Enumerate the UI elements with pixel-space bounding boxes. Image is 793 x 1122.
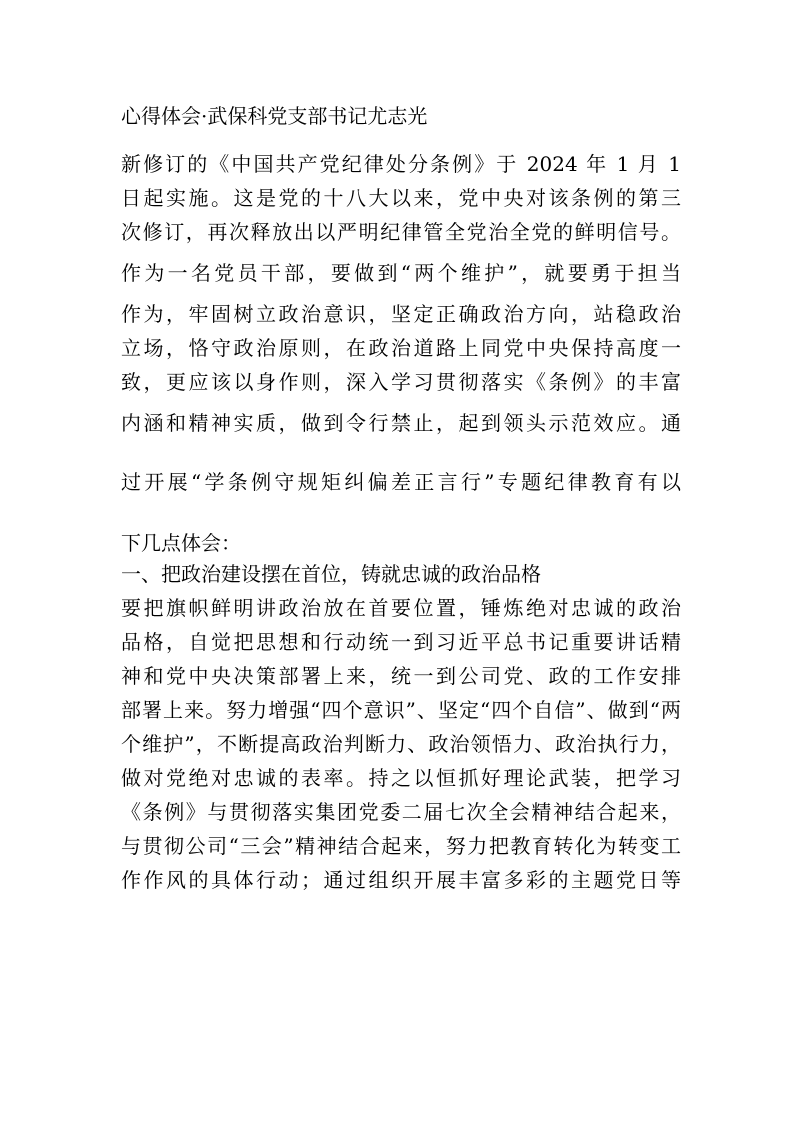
paragraph-line: 作作风的具体行动；通过组织开展丰富多彩的主题党日等	[121, 868, 681, 892]
paragraph-line: 次修订，再次释放出以严明纪律管全党治全党的鲜明信号。	[121, 220, 681, 244]
paragraph-line: 下几点体会：	[121, 531, 241, 555]
paragraph-line: 部署上来。努力增强“四个意识”、坚定“四个自信”、做到“两	[121, 698, 681, 722]
paragraph-line: 致，更应该以身作则，深入学习贯彻落实《条例》的丰富	[121, 370, 681, 394]
paragraph-line: 神和党中央决策部署上来，统一到公司党、政的工作安排	[121, 664, 681, 688]
paragraph-line: 立场，恪守政治原则，在政治道路上同党中央保持高度一	[121, 336, 681, 360]
paragraph-line: 过开展“学条例守规矩纠偏差正言行”专题纪律教育有以	[121, 470, 681, 494]
document-title: 心得体会·武保科党支部书记尤志光	[121, 104, 428, 128]
paragraph-line: 个维护”，不断提高政治判断力、政治领悟力、政治执行力，	[121, 732, 681, 756]
paragraph-line: 要把旗帜鲜明讲政治放在首要位置，锤炼绝对忠诚的政治	[121, 596, 681, 620]
paragraph-line: 品格，自觉把思想和行动统一到习近平总书记重要讲话精	[121, 630, 681, 654]
paragraph-line: 做对党绝对忠诚的表率。持之以恒抓好理论武装，把学习	[121, 766, 681, 790]
paragraph-line: 作为，牢固树立政治意识，坚定正确政治方向，站稳政治	[121, 302, 681, 326]
paragraph-line: 日起实施。这是党的十八大以来，党中央对该条例的第三	[121, 186, 681, 210]
paragraph-line: 《条例》与贯彻落实集团党委二届七次全会精神结合起来，	[121, 800, 681, 824]
paragraph-line: 作为一名党员干部，要做到“两个维护”，就要勇于担当	[121, 261, 681, 285]
paragraph-line: 与贯彻公司“三会”精神结合起来，努力把教育转化为转变工	[121, 834, 681, 858]
paragraph-line: 新修订的《中国共产党纪律处分条例》于 2024 年 1 月 1	[121, 152, 681, 176]
paragraph-line: 内涵和精神实质，做到令行禁止，起到领头示范效应。通	[121, 411, 681, 435]
section-heading: 一、把政治建设摆在首位，铸就忠诚的政治品格	[121, 562, 541, 586]
